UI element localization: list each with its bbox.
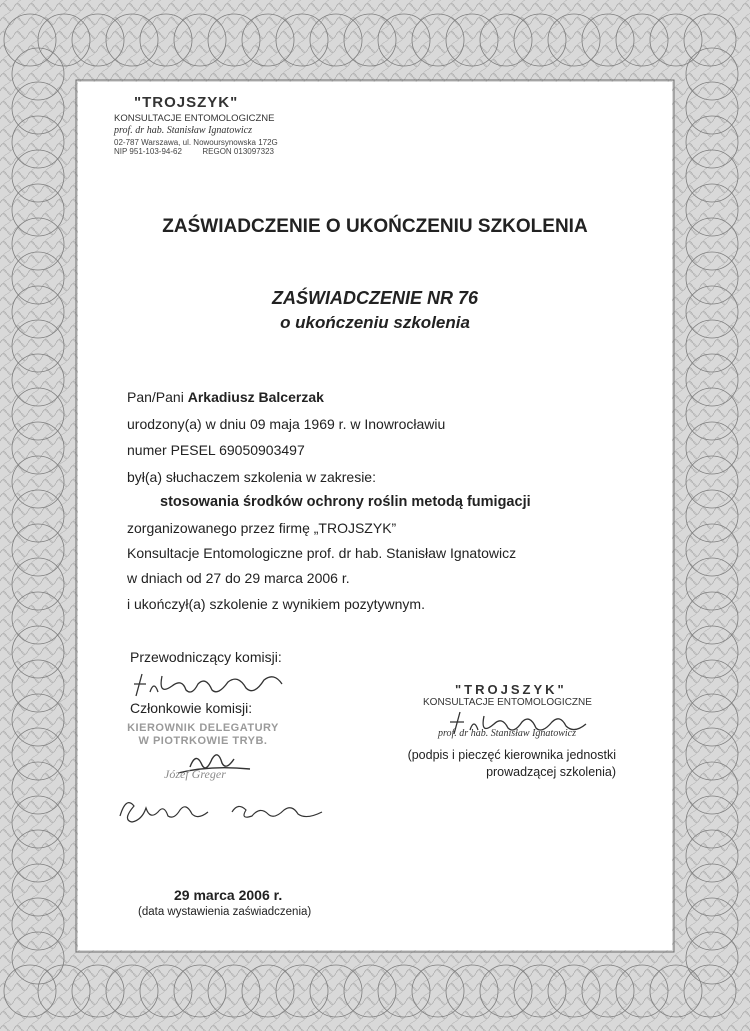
head-note-line2: prowadzącej szkolenia) — [486, 765, 616, 779]
chair-label: Przewodniczący komisji: — [130, 649, 282, 665]
member-signature-2 — [112, 790, 342, 830]
organizer-line: Konsultacje Entomologiczne prof. dr hab. Stanisław Ignatowicz — [127, 545, 517, 561]
born-line: urodzony(a) w dniu 09 maja 1969 r. w Inowrocławiu — [127, 416, 446, 432]
grey-stamp-line2: W PIOTRKOWIE TRYB. — [138, 735, 268, 747]
grey-stamp-line1: KIEROWNIK DELEGATURY — [127, 722, 279, 734]
person-name: Arkadiusz Balcerzak — [187, 389, 324, 405]
result-line: i ukończył(a) szkolenie z wynikiem pozytywnym. — [127, 596, 425, 612]
header-company-subtitle: KONSULTACJE ENTOMOLOGICZNE — [114, 113, 275, 124]
person-prefix: Pan/Pani — [127, 389, 188, 405]
header-regon: REGON 013097323 — [202, 147, 274, 156]
grey-stamp-name: Józef Greger — [164, 767, 226, 781]
header-nip-regon — [114, 147, 274, 156]
members-label: Członkowie komisji: — [130, 700, 253, 716]
head-note-line1: (podpis i pieczęć kierownika jednostki — [407, 748, 616, 762]
issue-date: 29 marca 2006 r. — [174, 887, 283, 903]
certificate-number: ZAŚWIADCZENIE NR 76 — [271, 288, 478, 308]
document-title: ZAŚWIADCZENIE O UKOŃCZENIU SZKOLENIA — [162, 216, 588, 237]
head-stamp-subtitle: KONSULTACJE ENTOMOLOGICZNE — [423, 697, 592, 708]
dates-line: w dniach od 27 do 29 marca 2006 r. — [127, 570, 350, 586]
organized-line: zorganizowanego przez firmę „TROJSZYK” — [127, 520, 397, 536]
certificate-subtitle: o ukończeniu szkolenia — [280, 313, 470, 332]
head-stamp-name: "TROJSZYK" — [455, 682, 567, 697]
header-professor: prof. dr hab. Stanisław Ignatowicz — [114, 125, 252, 136]
head-stamp-professor: prof. dr hab. Stanisław Ignatowicz — [438, 728, 576, 739]
header-company-name: "TROJSZYK" — [134, 94, 239, 111]
person-line — [127, 389, 324, 405]
header-address: 02-787 Warszawa, ul. Nowoursynowska 172G — [114, 138, 278, 147]
pesel-line: numer PESEL 69050903497 — [127, 442, 305, 458]
header-nip: NIP 951-103-94-62 — [114, 147, 182, 156]
issue-date-caption: (data wystawienia zaświadczenia) — [138, 906, 312, 918]
course-name: stosowania środków ochrony roślin metodą fumigacji — [160, 494, 531, 510]
participant-line: był(a) słuchaczem szkolenia w zakresie: — [127, 469, 376, 485]
